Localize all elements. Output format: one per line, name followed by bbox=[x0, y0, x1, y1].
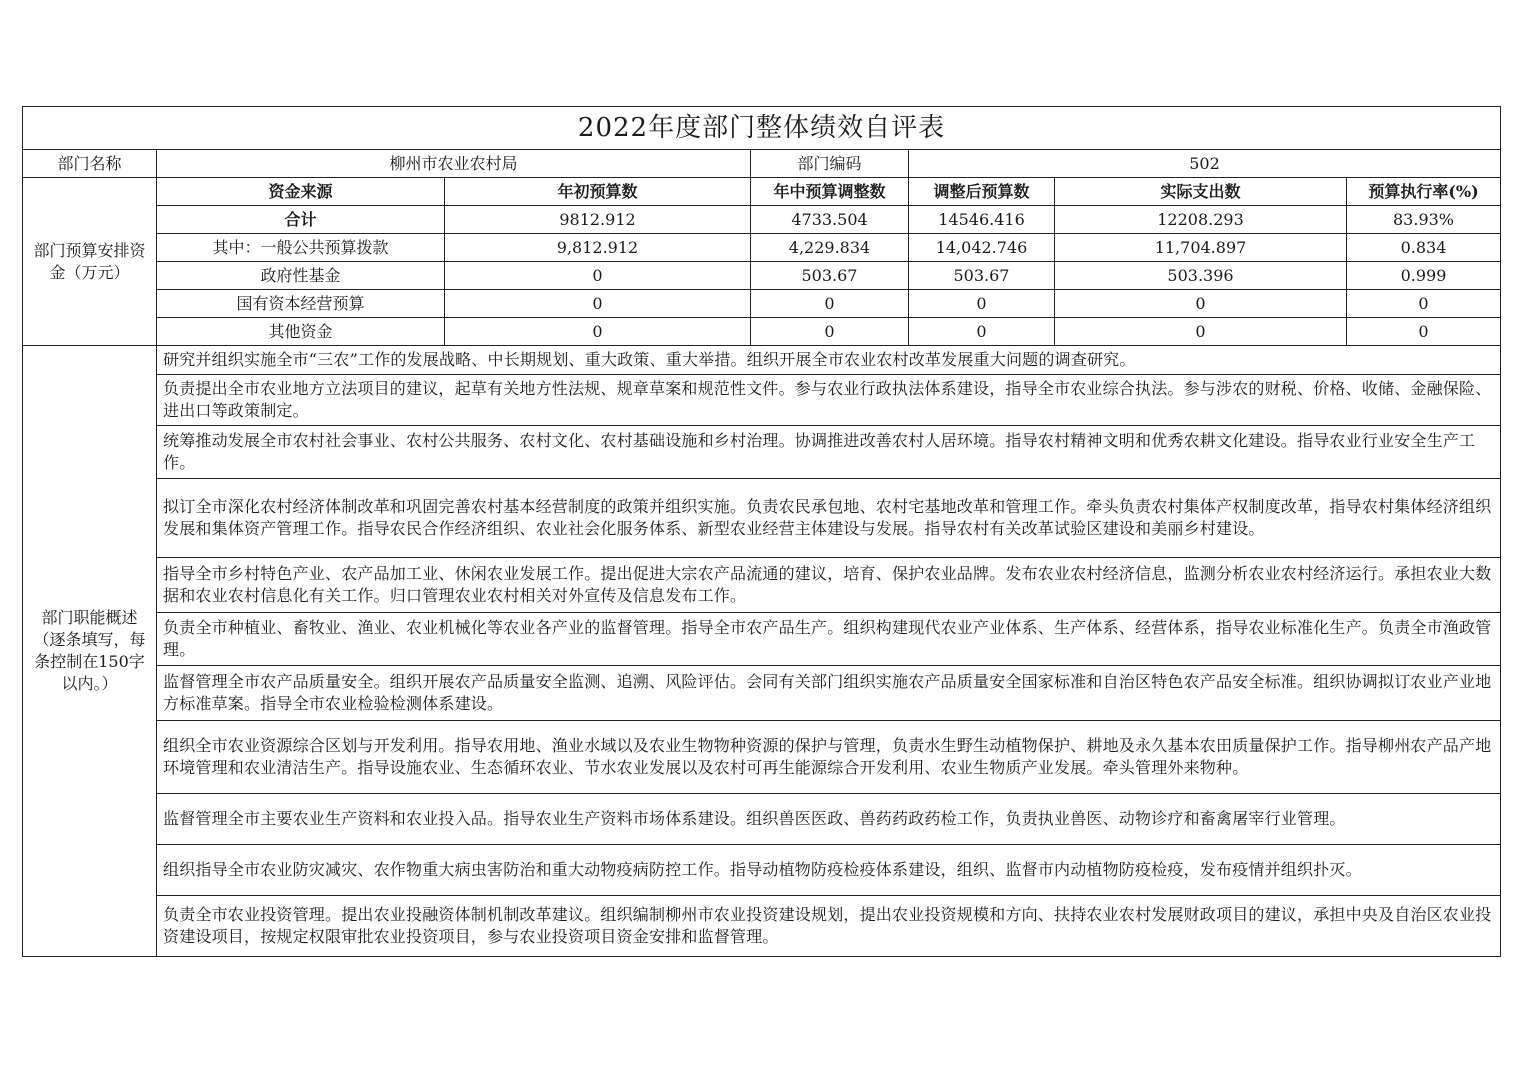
value-cell: 83.93% bbox=[1347, 206, 1501, 234]
value-cell: 9812.912 bbox=[445, 206, 751, 234]
budget-section-label: 部门预算安排资金（万元） bbox=[23, 178, 157, 346]
fund-source-cell: 合计 bbox=[157, 206, 445, 234]
duty-item: 负责提出全市农业地方立法项目的建议，起草有关地方性法规、规章草案和规范性文件。参与农业行政执法体系建设，指导全市农业综合执法。参与涉农的财税、价格、收储、金融保险、进出口等政策制定。 bbox=[157, 375, 1501, 426]
value-cell: 0 bbox=[1347, 318, 1501, 346]
fund-source-cell: 其中：一般公共预算拨款 bbox=[157, 234, 445, 262]
value-cell: 0 bbox=[751, 290, 909, 318]
value-cell: 14,042.746 bbox=[909, 234, 1055, 262]
header-execution-rate: 预算执行率(%) bbox=[1347, 178, 1501, 206]
fund-source-cell: 其他资金 bbox=[157, 318, 445, 346]
value-cell: 0 bbox=[909, 318, 1055, 346]
table-row bbox=[23, 234, 1501, 262]
evaluation-table bbox=[22, 106, 1501, 957]
table-row bbox=[23, 262, 1501, 290]
value-cell: 4,229.834 bbox=[751, 234, 909, 262]
dept-name-label: 部门名称 bbox=[23, 150, 157, 178]
table-row bbox=[23, 318, 1501, 346]
dept-code-value: 502 bbox=[909, 150, 1501, 178]
value-cell: 0 bbox=[1055, 290, 1347, 318]
duty-item: 负责全市农业投资管理。提出农业投融资体制机制改革建议。组织编制柳州市农业投资建设规划，提出农业投资规模和方向、扶持农业农村发展财政项目的建议，承担中央及自治区农业投资建设项目，按规定权限审批农业投资项目，参与农业投资项目资金安排和监督管理。 bbox=[157, 896, 1501, 957]
value-cell: 0 bbox=[1055, 318, 1347, 346]
value-cell: 12208.293 bbox=[1055, 206, 1347, 234]
duty-item: 拟订全市深化农村经济体制改革和巩固完善农村基本经营制度的政策并组织实施。负责农民承包地、农村宅基地改革和管理工作。牵头负责农村集体产权制度改革，指导农村集体经济组织发展和集体资产管理工作。指导农民合作经济组织、农业社会化服务体系、新型农业经营主体建设与发展。指导农村有关改革试验区建设和美丽乡村建设。 bbox=[157, 479, 1501, 558]
duty-item: 组织指导全市农业防灾减灾、农作物重大病虫害防治和重大动物疫病防控工作。指导动植物防疫检疫体系建设，组织、监督市内动植物防疫检疫，发布疫情并组织扑灭。 bbox=[157, 845, 1501, 896]
header-initial-budget: 年初预算数 bbox=[445, 178, 751, 206]
value-cell: 503.396 bbox=[1055, 262, 1347, 290]
value-cell: 9,812.912 bbox=[445, 234, 751, 262]
value-cell: 0 bbox=[445, 262, 751, 290]
value-cell: 503.67 bbox=[909, 262, 1055, 290]
value-cell: 503.67 bbox=[751, 262, 909, 290]
value-cell: 11,704.897 bbox=[1055, 234, 1347, 262]
duty-item: 组织全市农业资源综合区划与开发利用。指导农用地、渔业水域以及农业生物物种资源的保护与管理，负责水生野生动植物保护、耕地及永久基本农田质量保护工作。指导柳州农产品产地环境管理和农业清洁生产。指导设施农业、生态循环农业、节水农业发展以及农村可再生能源综合开发利用、农业生物质产业发展。牵头管理外来物种。 bbox=[157, 721, 1501, 794]
value-cell: 0.999 bbox=[1347, 262, 1501, 290]
fund-source-cell: 政府性基金 bbox=[157, 262, 445, 290]
value-cell: 0 bbox=[445, 290, 751, 318]
form-title: 2022年度部门整体绩效自评表 bbox=[23, 107, 1501, 150]
evaluation-form bbox=[22, 106, 1500, 957]
duty-item: 研究并组织实施全市“三农”工作的发展战略、中长期规划、重大政策、重大举措。组织开展全市农业农村改革发展重大问题的调查研究。 bbox=[157, 346, 1501, 375]
dept-code-label: 部门编码 bbox=[751, 150, 909, 178]
value-cell: 0 bbox=[445, 318, 751, 346]
duties-section-label: 部门职能概述（逐条填写，每条控制在150字以内。） bbox=[23, 346, 157, 957]
header-actual-spend: 实际支出数 bbox=[1055, 178, 1347, 206]
value-cell: 0 bbox=[909, 290, 1055, 318]
duty-item: 监督管理全市农产品质量安全。组织开展农产品质量安全监测、追溯、风险评估。会同有关部门组织实施农产品质量安全国家标准和自治区特色农产品安全标准。组织协调拟订农业产业地方标准草案。指导全市农业检验检测体系建设。 bbox=[157, 666, 1501, 721]
table-row bbox=[23, 290, 1501, 318]
value-cell: 0 bbox=[751, 318, 909, 346]
dept-name-value: 柳州市农业农村局 bbox=[157, 150, 751, 178]
duty-item: 统筹推动发展全市农村社会事业、农村公共服务、农村文化、农村基础设施和乡村治理。协调推进改善农村人居环境。指导农村精神文明和优秀农耕文化建设。指导农业行业安全生产工作。 bbox=[157, 426, 1501, 479]
duty-item: 指导全市乡村特色产业、农产品加工业、休闲农业发展工作。提出促进大宗农产品流通的建议，培育、保护农业品牌。发布农业农村经济信息，监测分析农业农村经济运行。承担农业大数据和农业农村信息化有关工作。归口管理农业农村相关对外宣传及信息发布工作。 bbox=[157, 558, 1501, 613]
value-cell: 0.834 bbox=[1347, 234, 1501, 262]
header-fund-source: 资金来源 bbox=[157, 178, 445, 206]
fund-source-cell: 国有资本经营预算 bbox=[157, 290, 445, 318]
duty-item: 监督管理全市主要农业生产资料和农业投入品。指导农业生产资料市场体系建设。组织兽医医政、兽药药政药检工作，负责执业兽医、动物诊疗和畜禽屠宰行业管理。 bbox=[157, 794, 1501, 845]
header-midyear-adjust: 年中预算调整数 bbox=[751, 178, 909, 206]
duty-item: 负责全市种植业、畜牧业、渔业、农业机械化等农业各产业的监督管理。指导全市农产品生产。组织构建现代农业产业体系、生产体系、经营体系，指导农业标准化生产。负责全市渔政管理。 bbox=[157, 613, 1501, 666]
value-cell: 4733.504 bbox=[751, 206, 909, 234]
value-cell: 14546.416 bbox=[909, 206, 1055, 234]
value-cell: 0 bbox=[1347, 290, 1501, 318]
header-adjusted-budget: 调整后预算数 bbox=[909, 178, 1055, 206]
table-row bbox=[23, 206, 1501, 234]
